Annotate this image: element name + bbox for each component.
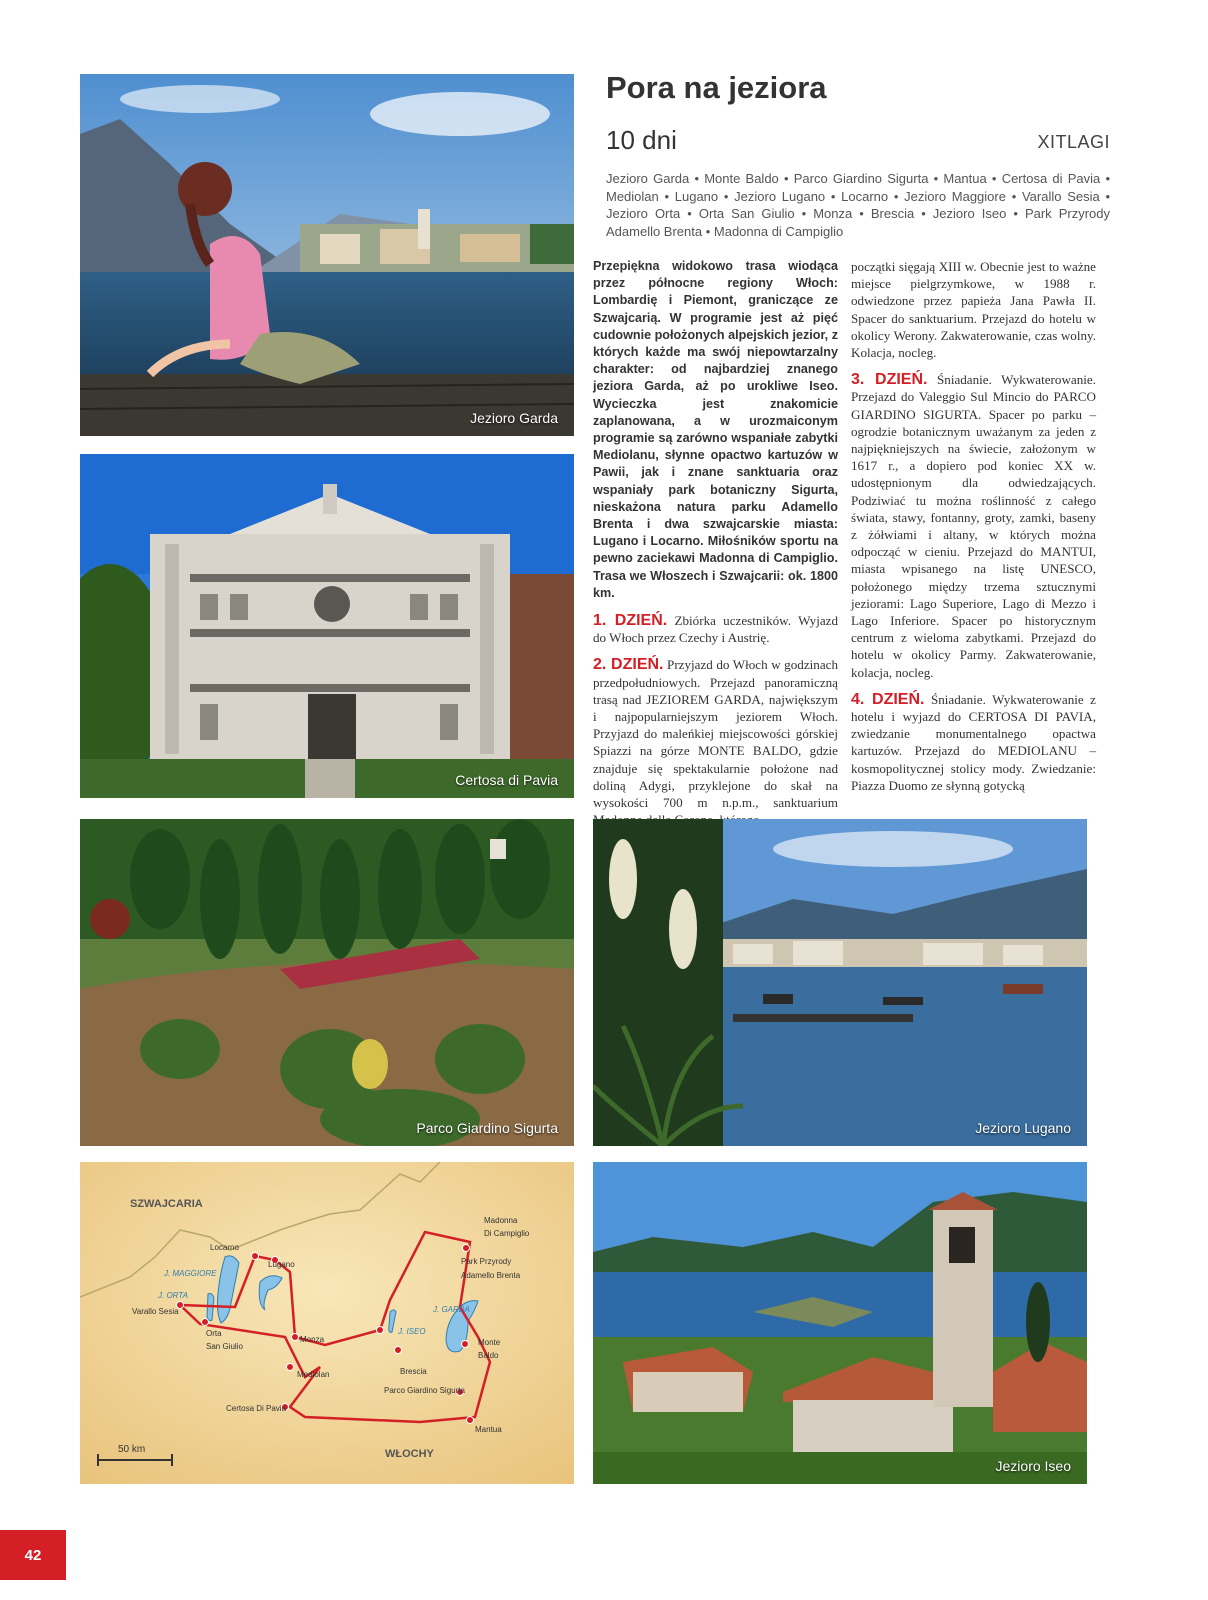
day-2-continued: początki sięgają XIII w. Obecnie jest to ważne miejsce pielgrzymkowe, w 1988 r. odwiedzone przez papieża Jana Pawła II. Spacer do sanktuarium. Przejazd do hotelu w okolicy Werony. Zakwaterowanie, czas wolny. Kolacja, nocleg.: [851, 259, 1096, 361]
label-lake-iseo: J. ISEO: [398, 1327, 426, 1336]
pin-iseo: [377, 1327, 384, 1334]
day-4-heading: 4. DZIEŃ.: [851, 690, 925, 708]
day-3-heading: 3. DZIEŃ.: [851, 371, 928, 389]
page-number: 42: [0, 1530, 66, 1580]
photo-parco-giardino-sigurta: [80, 819, 574, 1146]
sigurta-illustration: [80, 819, 574, 1146]
label-lake-garda: J. GARDA: [433, 1305, 470, 1314]
photo-caption: Jezioro Garda: [470, 410, 558, 426]
lugano-illustration: [593, 819, 1087, 1146]
label-madonna: Madonna: [484, 1216, 518, 1225]
pavia-illustration: [80, 454, 574, 798]
garda-illustration: [80, 74, 574, 436]
photo-caption: Jezioro Lugano: [975, 1120, 1071, 1136]
photo-jezioro-iseo: [593, 1162, 1087, 1484]
photo-caption: Parco Giardino Sigurta: [416, 1120, 558, 1136]
pin-monza: [292, 1334, 299, 1341]
label-brescia: Brescia: [400, 1367, 427, 1376]
label-mediolan: Mediolan: [297, 1370, 330, 1379]
map-illustration: [80, 1162, 574, 1484]
pin-madonna: [463, 1245, 470, 1252]
pin-mantua: [467, 1417, 474, 1424]
label-baldo: Baldo: [478, 1351, 499, 1360]
day-1-heading: 1. DZIEŃ.: [593, 612, 668, 630]
day-2-heading: 2. DZIEŃ.: [593, 656, 664, 674]
trip-code: XITLAGI: [1037, 132, 1110, 152]
day-1-text: Zbiórka uczestników. Wyjazd do Włoch przez Czechy i Austrię.: [593, 613, 839, 646]
label-monza: Monza: [300, 1335, 325, 1344]
label-wlochy: WŁOCHY: [385, 1448, 434, 1460]
trip-duration: 10 dni: [606, 125, 677, 155]
pin-brescia: [395, 1347, 402, 1354]
label-pavia: Certosa Di Pavia: [226, 1404, 287, 1413]
day-4-paragraph: [851, 691, 1096, 794]
text-column-right: [851, 258, 1096, 804]
day-1-paragraph: [593, 612, 838, 646]
label-lugano: Lugano: [268, 1260, 295, 1269]
label-scale: 50 km: [118, 1444, 146, 1455]
day-2-paragraph: [593, 656, 838, 828]
label-park-1: Park Przyrody: [461, 1257, 512, 1266]
photo-jezioro-lugano: [593, 819, 1087, 1146]
intro-paragraph: Przepiękna widokowo trasa wiodąca przez północne regiony Włoch: Lombardię i Piemont, graniczące ze Szwajcarią. W programie jest aż pięć cudownie położonych alpejskich jezior, z których każde ma swój niepowtarzalny charakter: od najbardziej znanego jeziora Garda, aż po urokliwe Iseo. Wycieczka jest znakomicie zaplanowana, a w urozmaiconym programie są zarówno wspaniałe zabytki Mediolanu, słynne opactwo kartuzów w Pawii, jak i znane sanktuaria oraz wspaniały park botaniczny Sigurta, nieskażona natura parku Adamello Brenta i dwa szwajcarskie miasta: Lugano i Locarno. Miłośników sportu na pewno zaciekawi Madonna di Campiglio. Trasa we Włoszech i Szwajcarii: ok. 1800 km.: [593, 259, 838, 600]
label-lake-orta: J. ORTA: [158, 1291, 188, 1300]
label-campiglio: Di Campiglio: [484, 1229, 530, 1238]
day-2-text: Przyjazd do Włoch w godzinach przedpołudniowych. Przejazd panoramiczną trasą nad JEZIOREM GARDA, największym i najpopularniejszym jeziorem Włoch. Przyjazd do maleńkiej miejscowości górskiej Spiazzi na górze MONTE BALDO, gdzie znajduje się spektakularnie położone nad doliną Adygi, przyklejone do skał na wysokości 700 m n.p.m., sanktuarium: [593, 657, 838, 811]
label-lake-maggiore: J. MAGGIORE: [164, 1269, 217, 1278]
photo-caption: Certosa di Pavia: [455, 772, 558, 788]
text-column-left: [593, 258, 838, 839]
label-san-giulio: San Giulio: [206, 1342, 243, 1351]
photo-certosa-di-pavia: [80, 454, 574, 798]
label-sigurta: Parco Giardino Sigurta: [384, 1386, 465, 1395]
day-4-text: Śniadanie. Wykwaterowanie z hotelu i wyjazd do CERTOSA DI PAVIA, zwiedzanie monumentalnego opactwa kartuzów. Przejazd do MEDIOLANU – kosmopolitycznej stolicy mody. Zwiedzanie: Piazza Duomo ze słynną gotycką: [851, 691, 1096, 793]
label-varallo: Varallo Sesia: [132, 1307, 179, 1316]
pin-locarno: [252, 1253, 259, 1260]
label-orta: Orta: [206, 1329, 222, 1338]
iseo-illustration: [593, 1162, 1087, 1484]
label-mantua: Mantua: [475, 1425, 502, 1434]
label-szwajcaria: SZWAJCARIA: [130, 1198, 203, 1210]
pin-monte-baldo: [462, 1341, 469, 1348]
route-map: [80, 1162, 574, 1484]
day-3-paragraph: [851, 371, 1096, 681]
label-monte: Monte: [478, 1338, 501, 1347]
label-park-2: Adamello Brenta: [461, 1271, 521, 1280]
page-title: Pora na jeziora: [606, 70, 827, 105]
label-locarno: Locarno: [210, 1243, 239, 1252]
pin-mediolan: [287, 1364, 294, 1371]
photo-jezioro-garda: [80, 74, 574, 436]
photo-caption: Jezioro Iseo: [995, 1458, 1071, 1474]
route-list: Jezioro Garda • Monte Baldo • Parco Giardino Sigurta • Mantua • Certosa di Pavia • Mediolan • Lugano • Jezioro Lugano • Locarno • Jezioro Maggiore • Varallo Sesia • Jezioro Orta • Orta San Giulio • Monza • Brescia • Jezioro Iseo • Park Przyrody Adamello Brenta • Madonna di Campiglio: [606, 171, 1110, 239]
day-3-text: Śniadanie. Wykwaterowanie. Przejazd do Valeggio Sul Mincio do PARCO GIARDINO SIGURTA. Spacer po parku – ogrodzie botanicznym uważanym za jeden z najpiękniejszych na świecie, założonym w 1617 r., a dopiero pod koniec XX w. udostępnionym dla odwiedzających. Podziwiać tu można roślinność z całego świata, stawy, fontanny, groty, zamki, baseny z żółwiami i altany, w których można odpocząć w cieniu. Przejazd do MANTUI, miasta wpisanego na listę UNESCO, położonego między trzema sztucznymi jeziorami: Lago Superiore, Lago di Mezzo i Lago Inferiore. Spacer po historycznym centrum z wieloma zabytkami. Przejazd do hotelu w okolicy Parmy. Zakwaterowanie, kolacja, nocleg.: [851, 372, 1096, 680]
pin-orta: [202, 1319, 209, 1326]
